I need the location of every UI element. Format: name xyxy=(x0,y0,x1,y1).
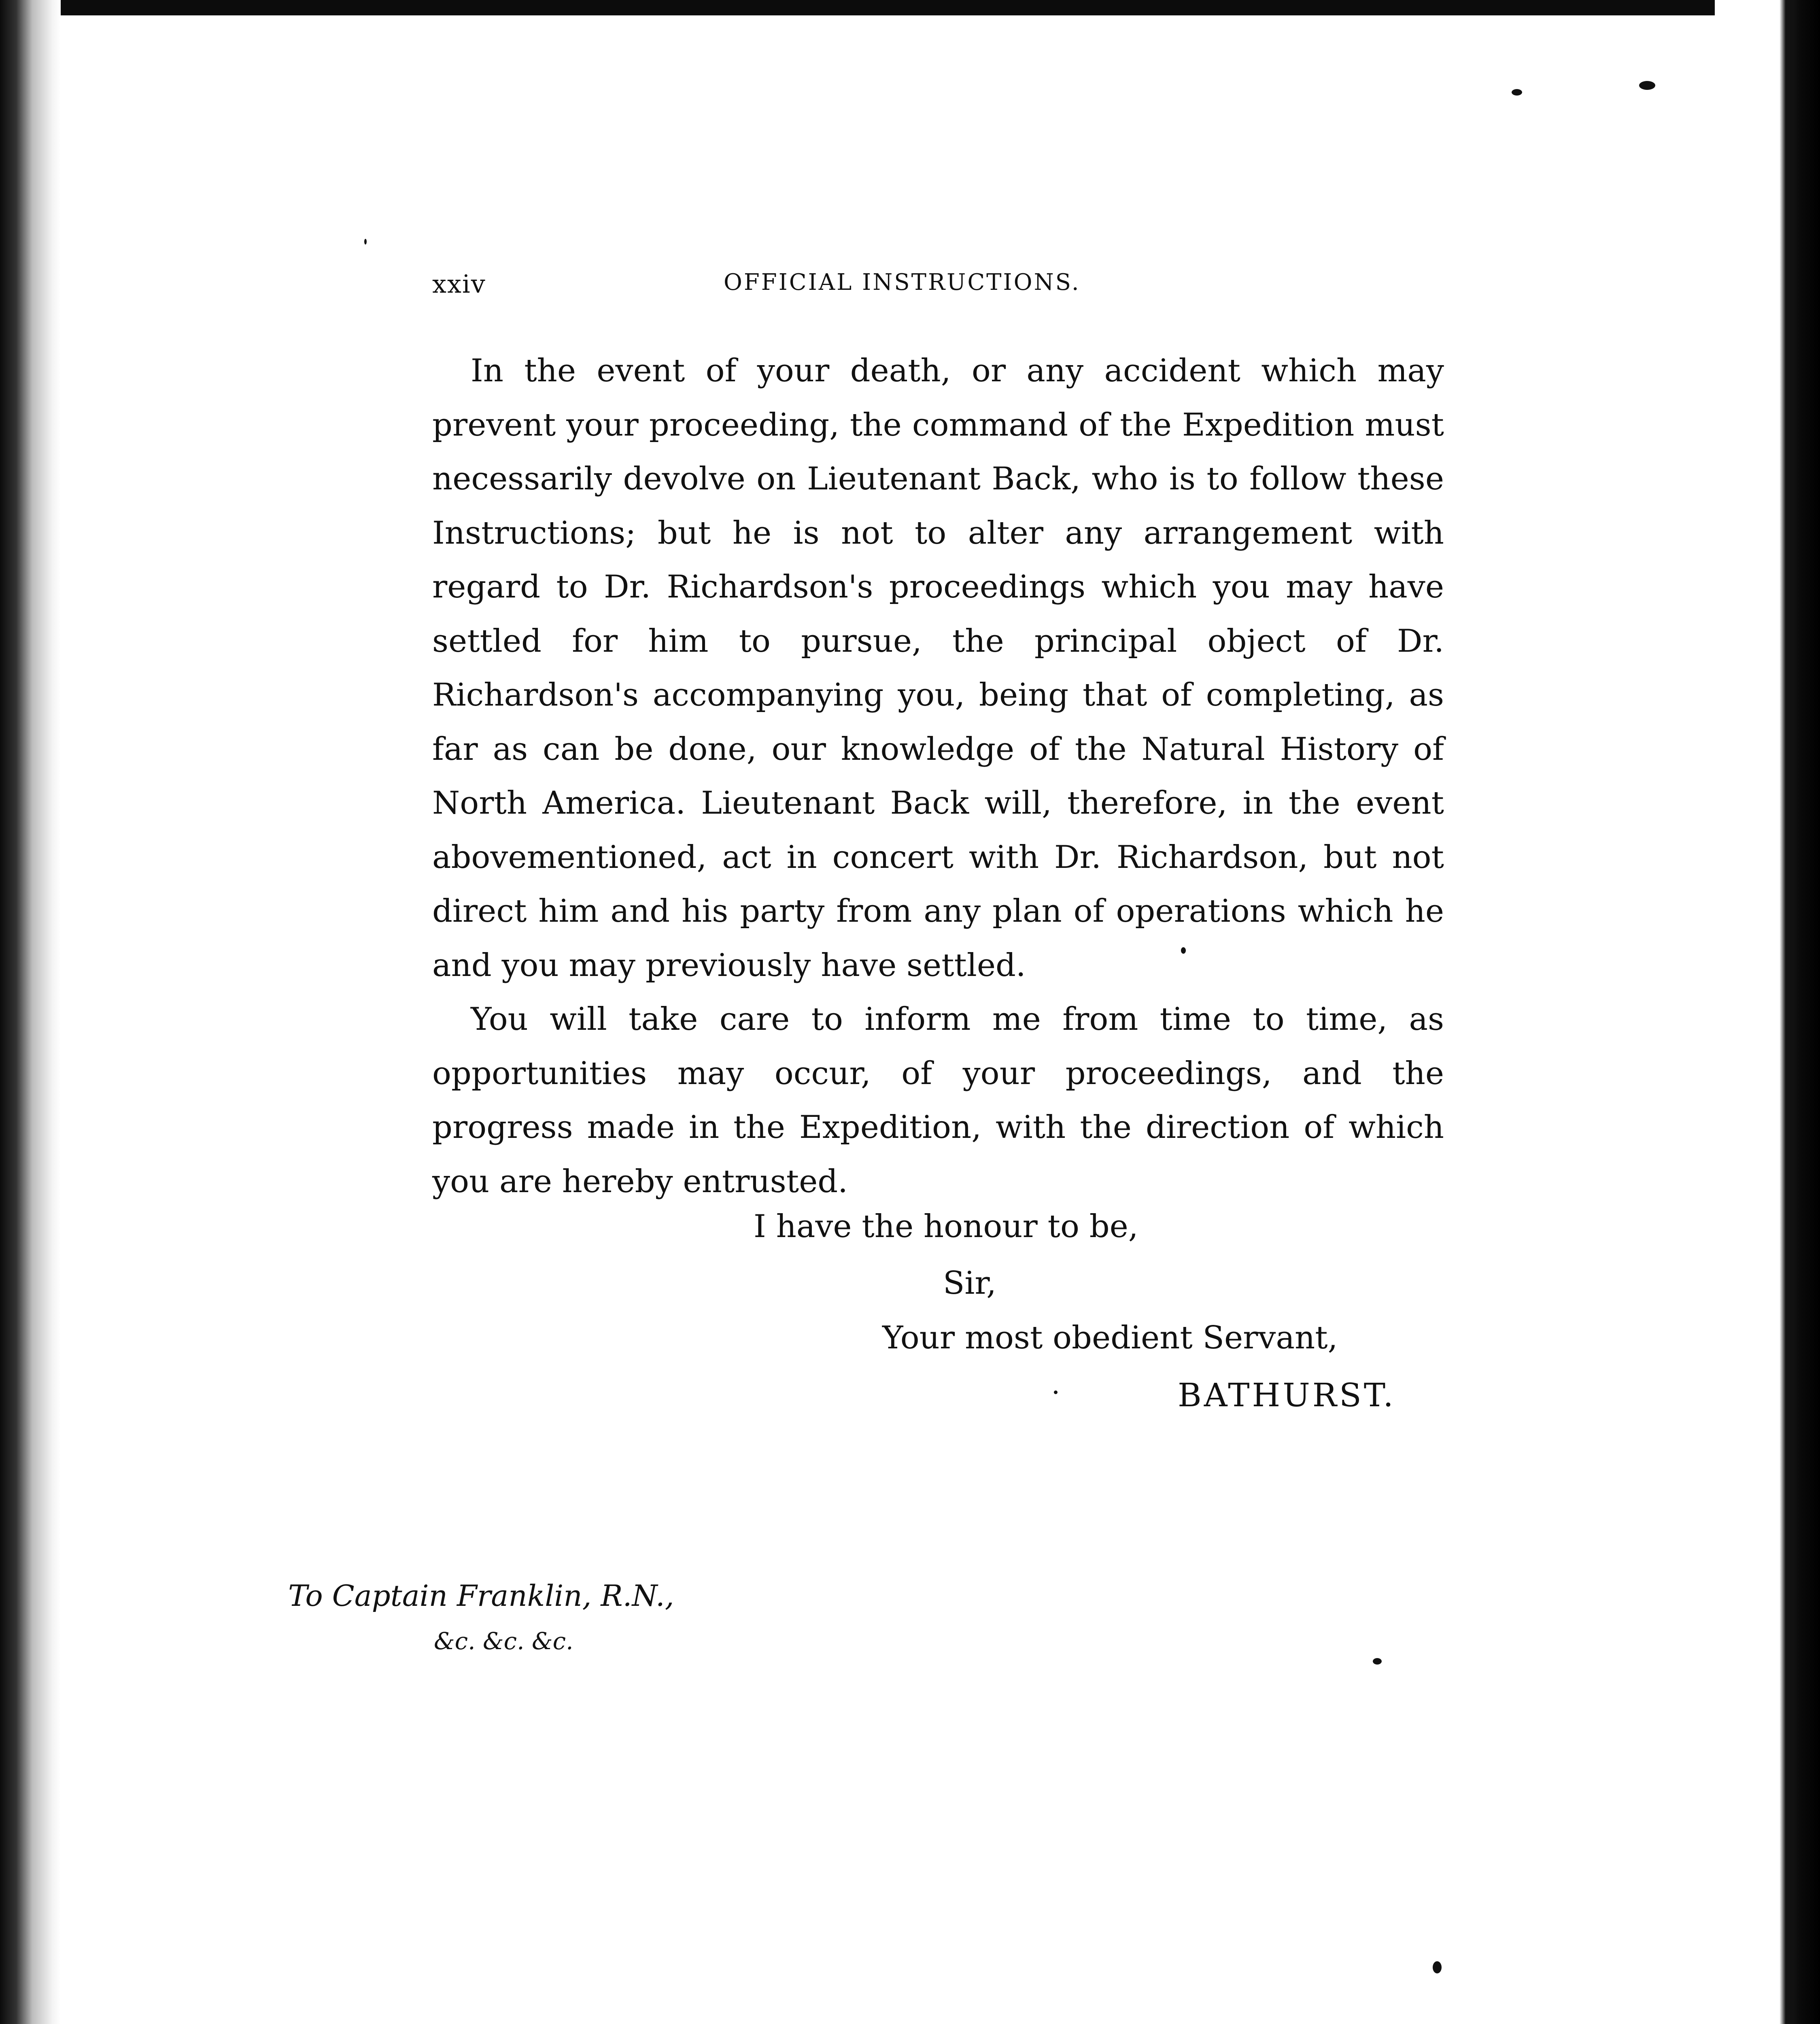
closing-line: Your most obedient Servant, xyxy=(882,1320,1338,1356)
scan-border-right xyxy=(1715,0,1820,2024)
scan-border-left xyxy=(0,0,61,2024)
signature: BATHURST. xyxy=(1178,1376,1396,1414)
closing-salutation: Sir, xyxy=(943,1265,996,1301)
addressee-etc: &c. &c. &c. xyxy=(434,1627,573,1655)
scan-speck xyxy=(1054,1390,1058,1394)
scan-speck xyxy=(1433,1961,1442,1973)
closing-line: I have the honour to be, xyxy=(754,1208,1138,1245)
scan-border-top xyxy=(0,0,1820,15)
addressee: To Captain Franklin, R.N., xyxy=(288,1579,674,1613)
scan-speck xyxy=(1639,81,1655,90)
paragraph: You will take care to inform me from time to time, as opportunities may occur, of your proceedings, and the progress made in the Expedition, with the direction of which you are hereby entrusted. xyxy=(432,1001,1444,1200)
scan-speck xyxy=(1373,1658,1382,1665)
running-title: OFFICIAL INSTRUCTIONS. xyxy=(724,269,1081,296)
scan-speck xyxy=(1512,89,1522,96)
running-head xyxy=(432,269,1444,306)
scan-speck xyxy=(364,239,367,244)
page-number: xxiv xyxy=(432,269,486,299)
paragraph: In the event of your death, or any accident which may prevent your proceeding, the command of the Expedition must necessarily devolve on Lieutenant Back, who is to follow these Instructions; but he is not to alter any arrangement with regard to Dr. Richardson's proceedings which you may have settled for him to pursue, the principal object of Dr. Richardson's accompanying you, being that of completing, as far as can be done, our knowledge of the Natural History of North America. Lieutenant Back will, therefore, in the event abovementioned, act in concert with Dr. Richardson, but not direct him and his party from any plan of operations which he and you may previously have settled. xyxy=(432,353,1444,984)
letter-body xyxy=(432,344,1444,1209)
